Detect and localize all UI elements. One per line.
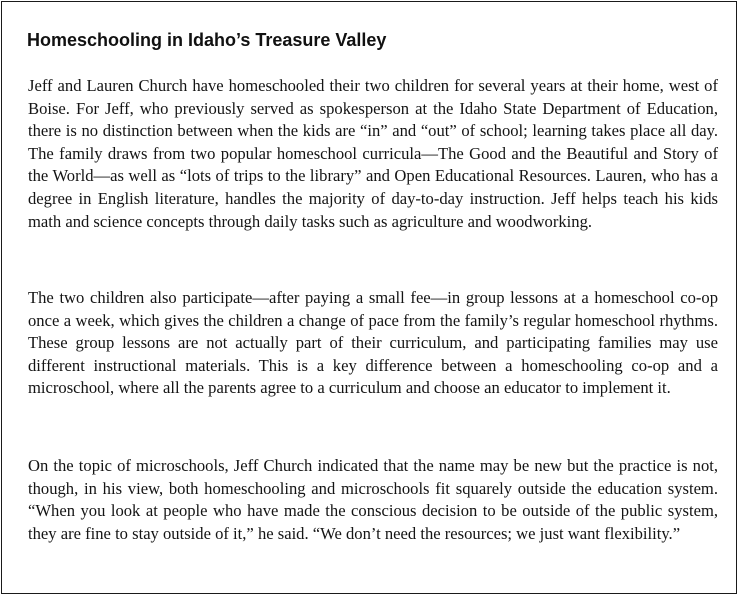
paragraph-1: Jeff and Lauren Church have homeschooled their two children for several years at their home, west of Boise. For Jeff, who previously served as spokesperson at the Idaho State Department of Education, there is no distinction between when the kids are “in” and “out” of school; learning takes place all day. The family draws from two popular homeschool curricula—The Good and the Beautiful and Story of the World—as well as “lots of trips to the library” and Open Educational Resources. Lauren, who has a degree in English literature, handles the majority of day-to-day instruction. Jeff helps teach his kids math and science concepts through daily tasks such as agriculture and woodworking. bbox=[28, 76, 718, 231]
sidebar-title: Homeschooling in Idaho’s Treasure Valley bbox=[27, 30, 387, 50]
paragraph-2: The two children also participate—after paying a small fee—in group lessons at a homeschool co-op once a week, which gives the children a change of pace from the family’s regular homeschool rhythms. These group lessons are not actually part of their curriculum, and participating families may use different instructional materials. This is a key difference between a homeschooling co-op and a microschool, where all the parents agree to a curriculum and choose an educator to implement it. bbox=[28, 288, 718, 398]
paragraph-3: On the topic of microschools, Jeff Church indicated that the name may be new but the practice is not, though, in his view, both homeschooling and microschools fit squarely outside the education system. “When you look at people who have made the conscious decision to be outside of the public system, they are fine to stay outside of it,” he said. “We don’t need the resources; we just want flexibility.” bbox=[28, 456, 718, 543]
